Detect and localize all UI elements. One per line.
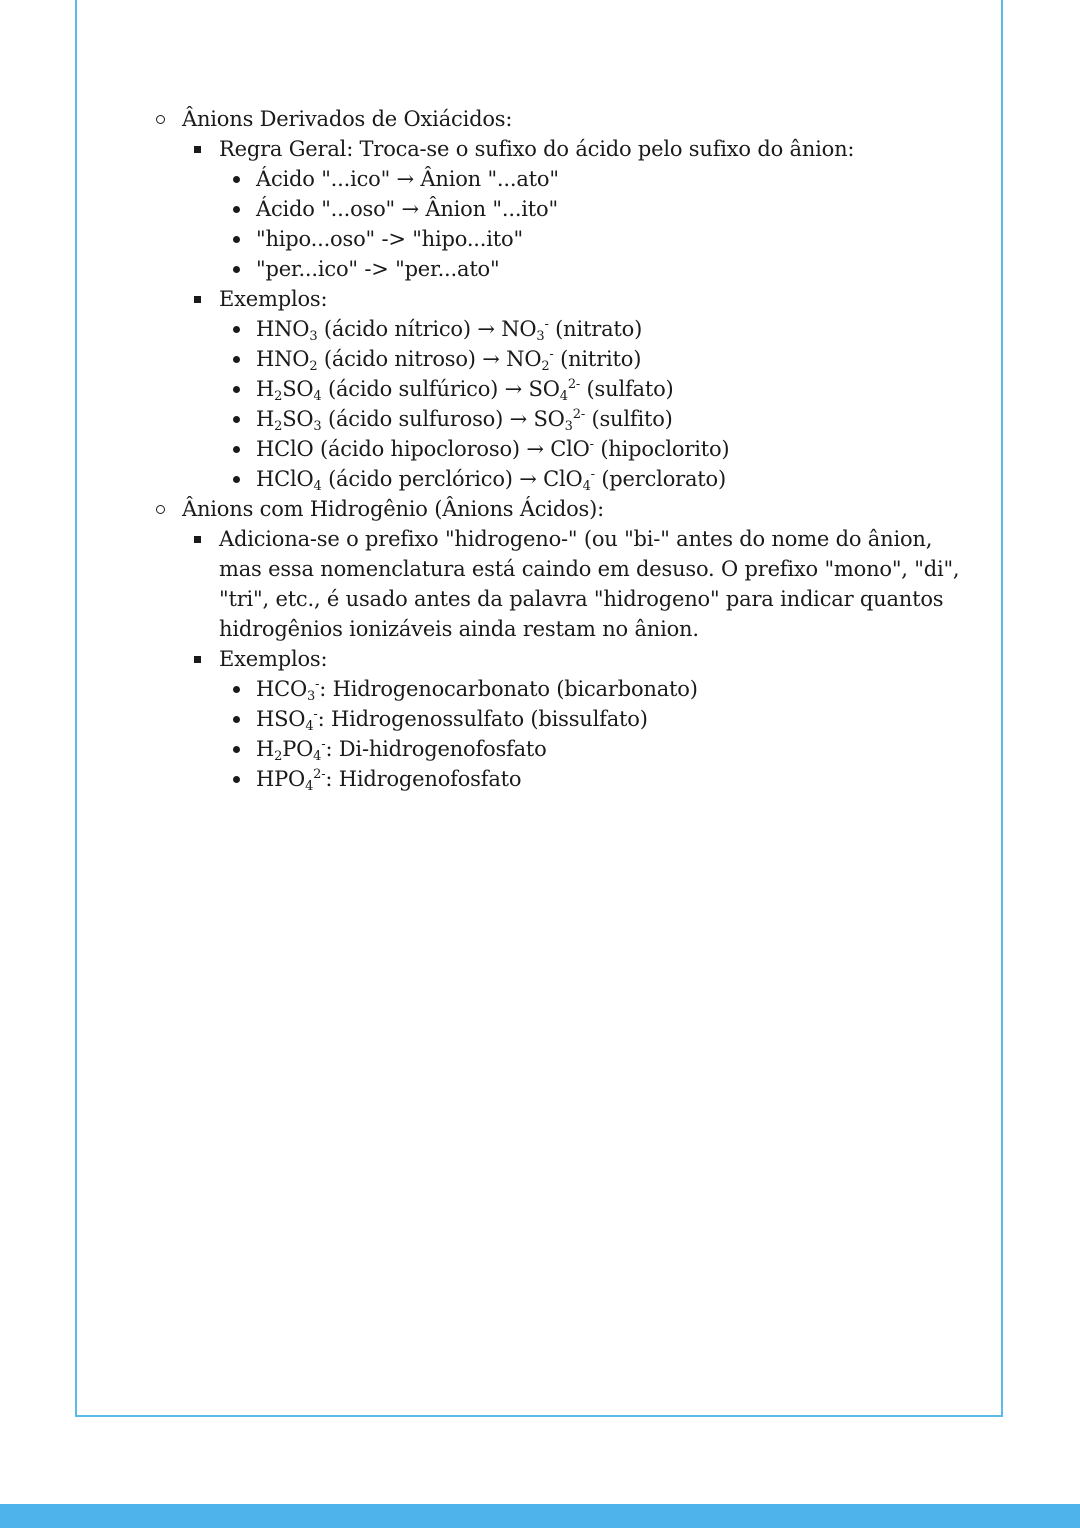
dot-bullet-icon [233, 746, 240, 753]
square-bullet-icon [194, 296, 201, 303]
examples-label: Exemplos: [219, 287, 328, 311]
example-item: $HPO_4^{2-}$: Hidrogenofosfato [224, 764, 960, 794]
list-item: "hipo...oso" -> "hipo...ito" [224, 224, 960, 254]
dot-bullet-icon [233, 716, 240, 723]
example-item: $HCO_3^-$: Hidrogenocarbonato (bicarbonato) [224, 674, 960, 704]
dot-bullet-icon [233, 176, 240, 183]
example-item: $H_2SO_3$ (ácido sulfuroso) → $SO_3^{2-}$ (sulfito) [224, 404, 960, 434]
document-content [150, 104, 960, 794]
dot-bullet-icon [233, 386, 240, 393]
dot-bullet-icon [233, 356, 240, 363]
dot-bullet-icon [233, 416, 240, 423]
dot-bullet-icon [233, 206, 240, 213]
section-heading: Ânions com Hidrogênio (Ânions Ácidos): [182, 497, 604, 521]
sublist [187, 524, 960, 794]
examples [187, 284, 960, 494]
example-item: $HNO_2$ (ácido nitroso) → $NO_2^-$ (nitrito) [224, 344, 960, 374]
dot-bullet-icon [233, 686, 240, 693]
example-item: $H_2PO_4^-$: Di-hidrogenofosfato [224, 734, 960, 764]
rule-paragraph [187, 524, 960, 644]
rule-text: Adiciona-se o prefixo "hidrogeno-" (ou "bi-" antes do nome do ânion, mas essa nomenclatura está caindo em desuso. O prefixo "mono", "di", "tri", etc., é usado antes da palavra "hidrogeno" para indicar quantos hidrogênios ionizáveis ainda restam no ânion. [219, 527, 960, 641]
list-item: "per...ico" -> "per...ato" [224, 254, 960, 284]
examples-label: Exemplos: [219, 647, 328, 671]
dot-bullet-icon [233, 266, 240, 273]
rule-items [224, 164, 960, 284]
example-item: $H_2SO_4$ (ácido sulfúrico) → $SO_4^{2-}$ (sulfato) [224, 374, 960, 404]
rule-text: Regra Geral: Troca-se o sufixo do ácido pelo sufixo do ânion: [219, 137, 855, 161]
example-item: $HSO_4^-$: Hidrogenossulfato (bissulfato) [224, 704, 960, 734]
examples [187, 644, 960, 794]
section-heading: Ânions Derivados de Oxiácidos: [182, 107, 513, 131]
list-item: Ácido "...ico" → Ânion "...ato" [224, 164, 960, 194]
bottom-accent-bar [0, 1504, 1080, 1528]
sublist [187, 134, 960, 494]
square-bullet-icon [194, 536, 201, 543]
examples-list [224, 314, 960, 494]
square-bullet-icon [194, 656, 201, 663]
dot-bullet-icon [233, 326, 240, 333]
dot-bullet-icon [233, 476, 240, 483]
square-bullet-icon [194, 146, 201, 153]
examples-list [224, 674, 960, 794]
example-item: HClO (ácido hipocloroso) → ClO- (hipoclorito) [224, 434, 960, 464]
main-list [150, 104, 960, 794]
hollow-circle-bullet-icon [156, 505, 165, 514]
hollow-circle-bullet-icon [156, 115, 165, 124]
example-item: HClO$_4$ (ácido perclórico) → ClO$_4$- (perclorato) [224, 464, 960, 494]
dot-bullet-icon [233, 236, 240, 243]
section-hydrogen-anions [150, 494, 960, 794]
list-item: Ácido "...oso" → Ânion "...ito" [224, 194, 960, 224]
dot-bullet-icon [233, 776, 240, 783]
dot-bullet-icon [233, 446, 240, 453]
example-item: $HNO_3$ (ácido nítrico) → $NO_3^-$ (nitrato) [224, 314, 960, 344]
section-oxyacid-anions [150, 104, 960, 494]
general-rule [187, 134, 960, 284]
